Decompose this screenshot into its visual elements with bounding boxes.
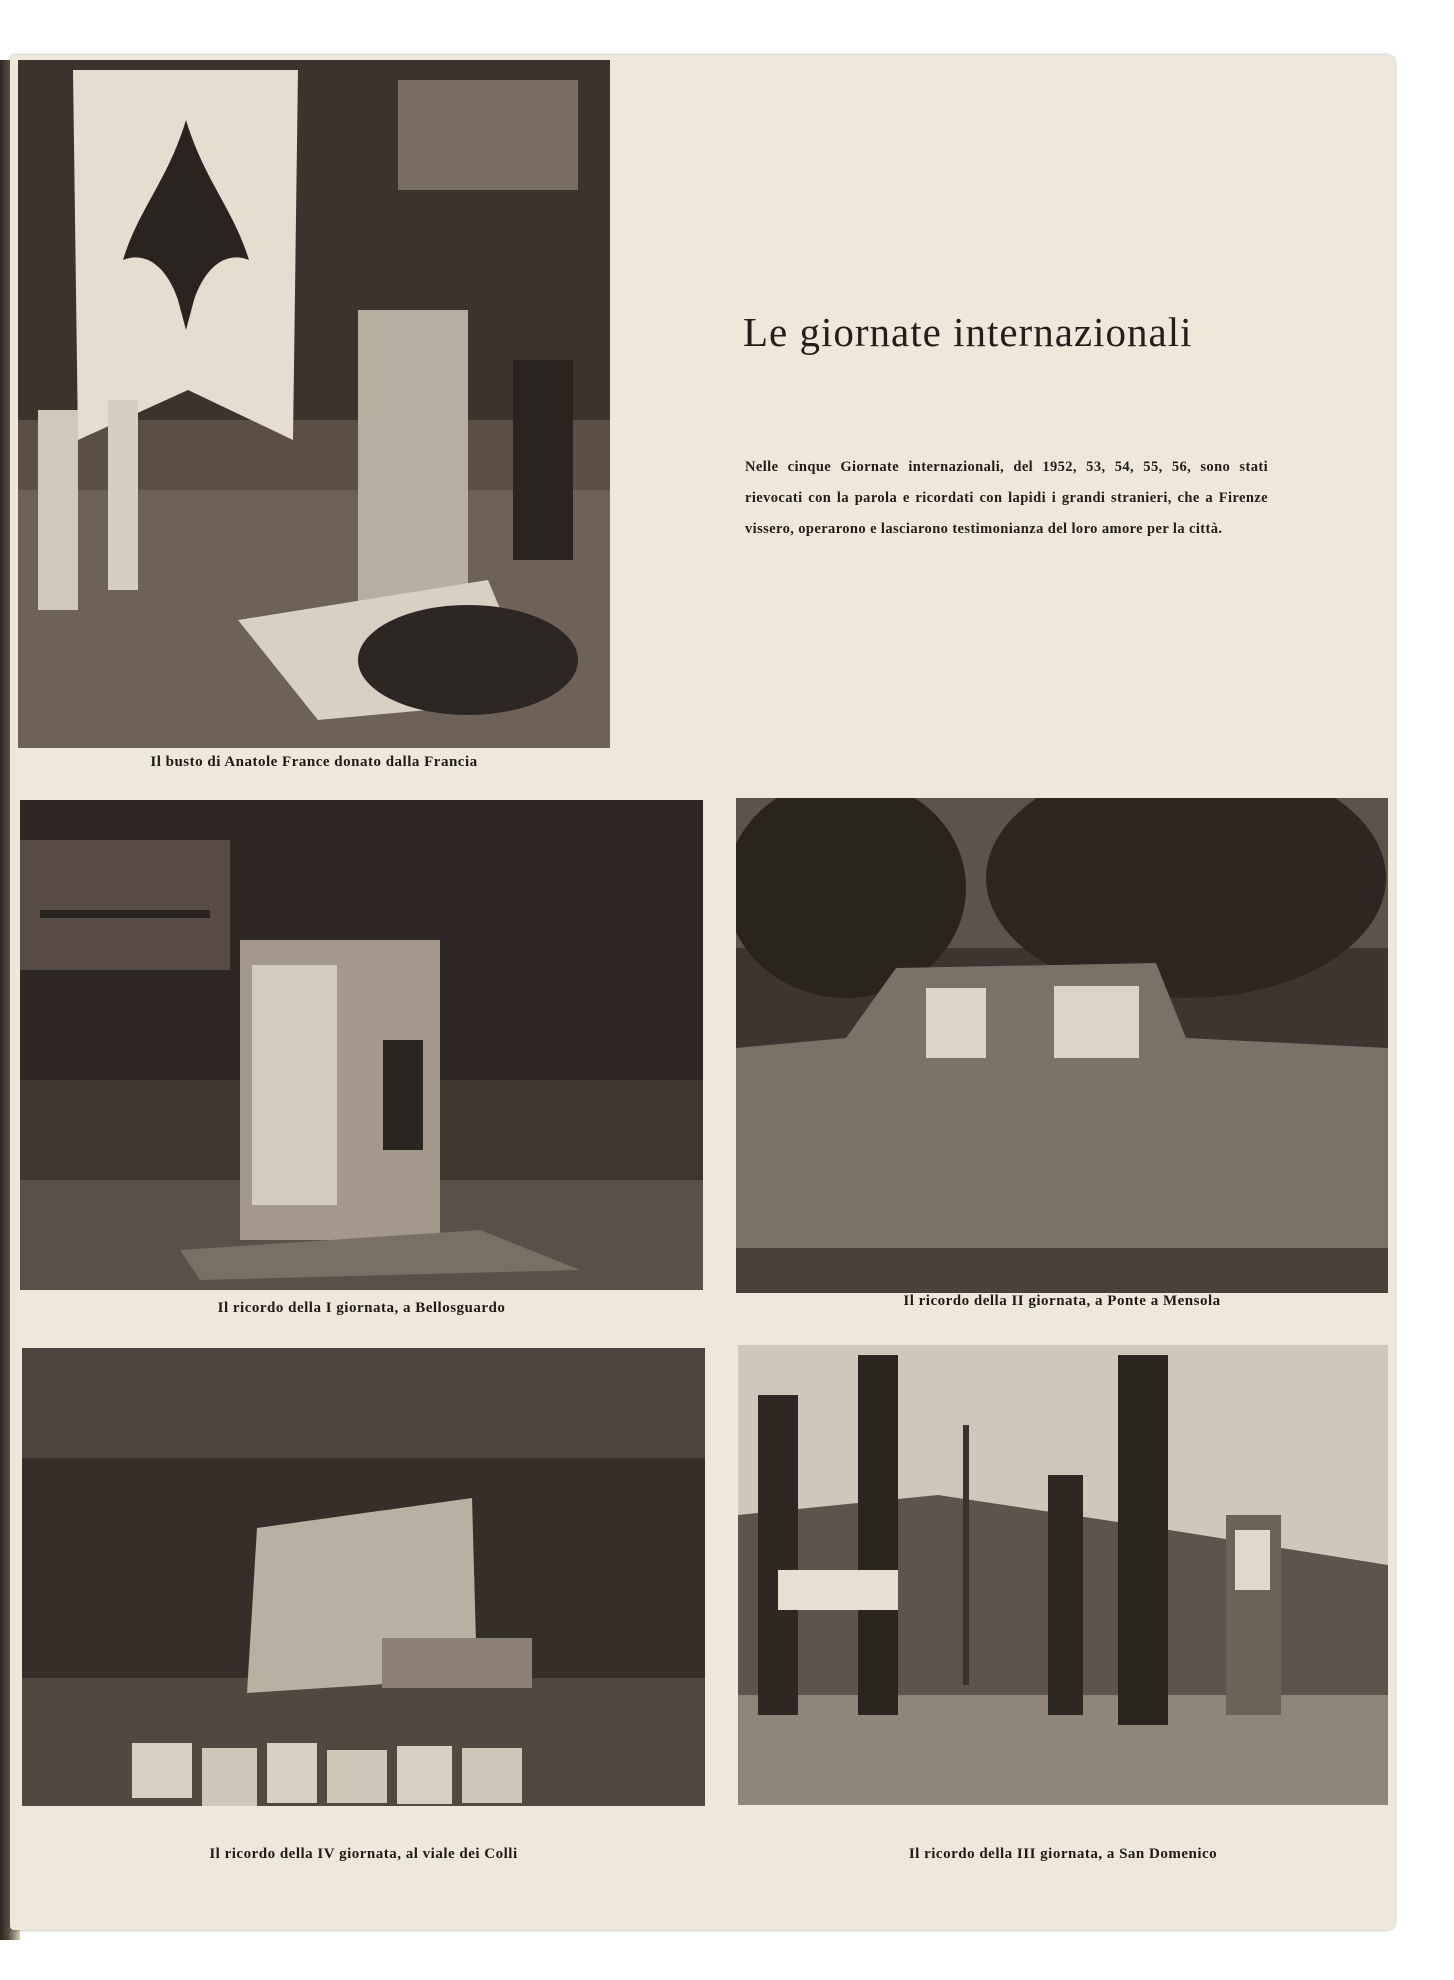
photo-caption: Il ricordo della III giornata, a San Domenico [908,1846,1218,1862]
photo-caption: Il ricordo della IV giornata, al viale dei Colli [209,1846,518,1862]
photo-caption: Il busto di Anatole France donato dalla Francia [150,754,478,770]
photo-anatole-france-bust [18,60,610,748]
photo-san-domenico [738,1345,1388,1805]
magazine-page [10,55,1395,1930]
photo-caption: Il ricordo della II giornata, a Ponte a Mensola [903,1293,1221,1309]
page-title: Le giornate internazionali [743,309,1193,355]
photo-ponte-a-mensola [736,798,1388,1293]
photo-caption: Il ricordo della I giornata, a Bellosguardo [217,1300,506,1316]
intro-paragraph: Nelle cinque Giornate internazionali, del 1952, 53, 54, 55, 56, sono stati rievocati con la parola e ricordati con lapidi i grandi stranieri, che a Firenze vissero, operarono e lasciarono testimonianza del loro amore per la città. [745,459,1268,537]
photo-bellosguardo [20,800,703,1290]
photo-viale-dei-colli [22,1348,705,1806]
